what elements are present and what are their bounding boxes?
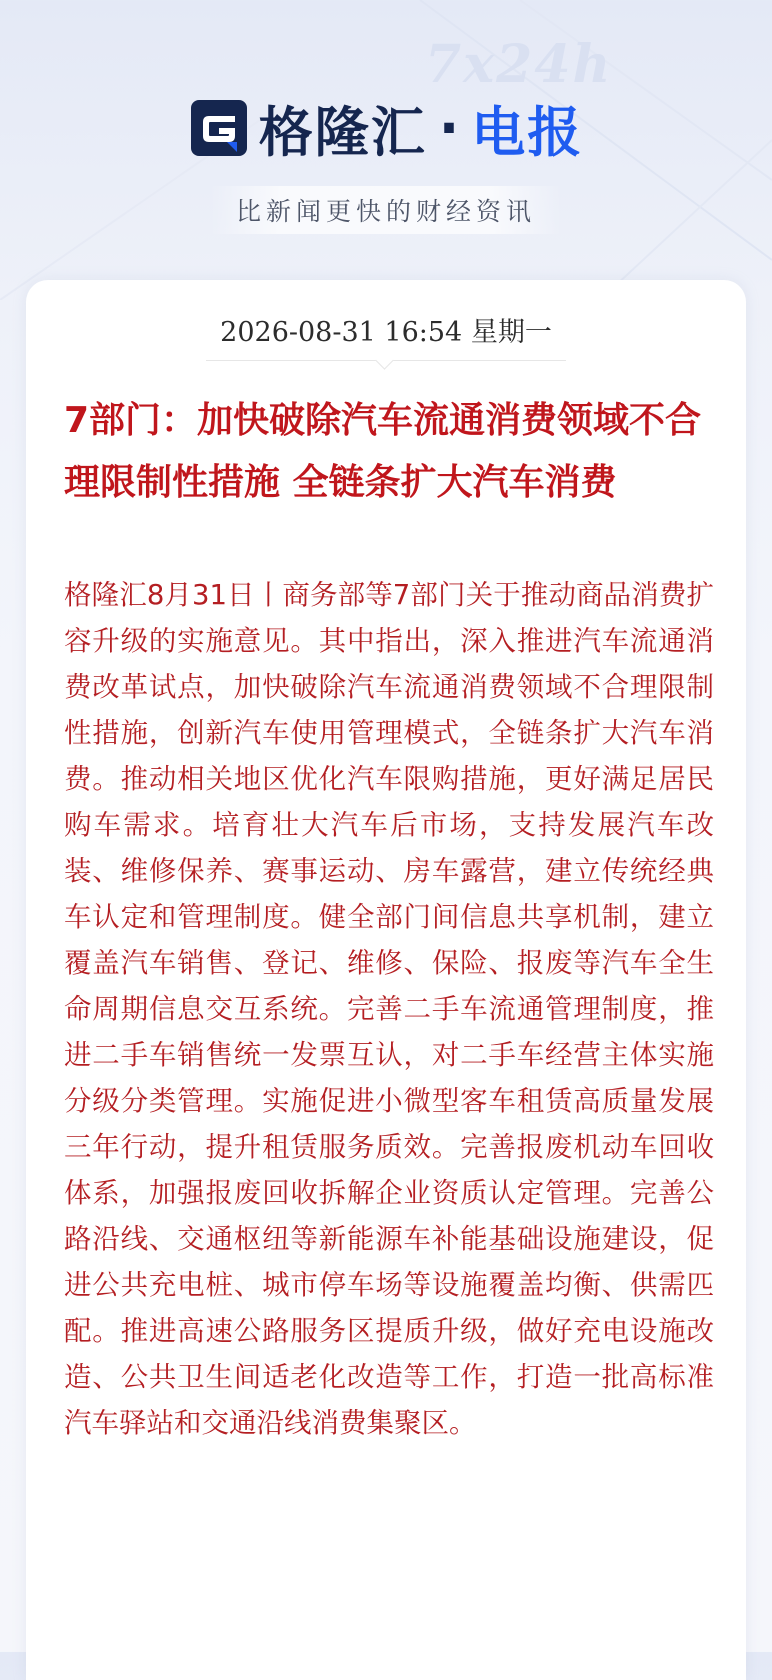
news-body: 格隆汇8月31日丨商务部等7部门关于推动商品消费扩容升级的实施意见。其中指出，深入推进汽车流通消费改革试点，加快破除汽车流通消费领域不合理限制性措施，创新汽车使用管理模式，全链条扩大汽车消费。推动相关地区优化汽车限购措施，更好满足居民购车需求。培育壮大汽车后市场，支持发展汽车改装、维修保养、赛事运动、房车露营，建立传统经典车认定和管理制度。健全部门间信息共享机制，建立覆盖汽车销售、登记、维修、保险、报废等汽车全生命周期信息交互系统。完善二手车流通管理制度，推进二手车销售统一发票互认，对二手车经营主体实施分级分类管理。实施促进小微型客车租赁高质量发展三年行动，提升租赁服务质效。完善报废机动车回收体系，加强报废回收拆解企业资质认定管理。完善公路沿线、交通枢纽等新能源车补能基础设施建设，促进公共充电桩、城市停车场等设施覆盖均衡、供需匹配。推进高速公路服务区提质升级，做好充电设施改造、公共卫生间适老化改造等工作，打造一批高标准汽车驿站和交通沿线消费集聚区。 [64,579,714,1439]
divider-notch [375,351,393,369]
news-headline: 7部门：加快破除汽车流通消费领域不合理限制性措施 全链条扩大汽车消费 [64,400,702,503]
watermark-7x24h: 7x24h [425,34,613,95]
slogan-text: 比新闻更快的财经资讯 [210,186,562,234]
slogan-bar [0,186,772,234]
publish-datetime: 2026-08-31 16:54 星期一 [220,317,552,348]
news-card [26,280,746,1680]
brand-name: 格隆汇 [258,100,427,164]
brand-subtitle: 电报 [471,100,584,164]
gelonghui-g-logo-icon [189,98,249,158]
brand-header [0,88,772,168]
brand-separator: · [438,96,460,160]
